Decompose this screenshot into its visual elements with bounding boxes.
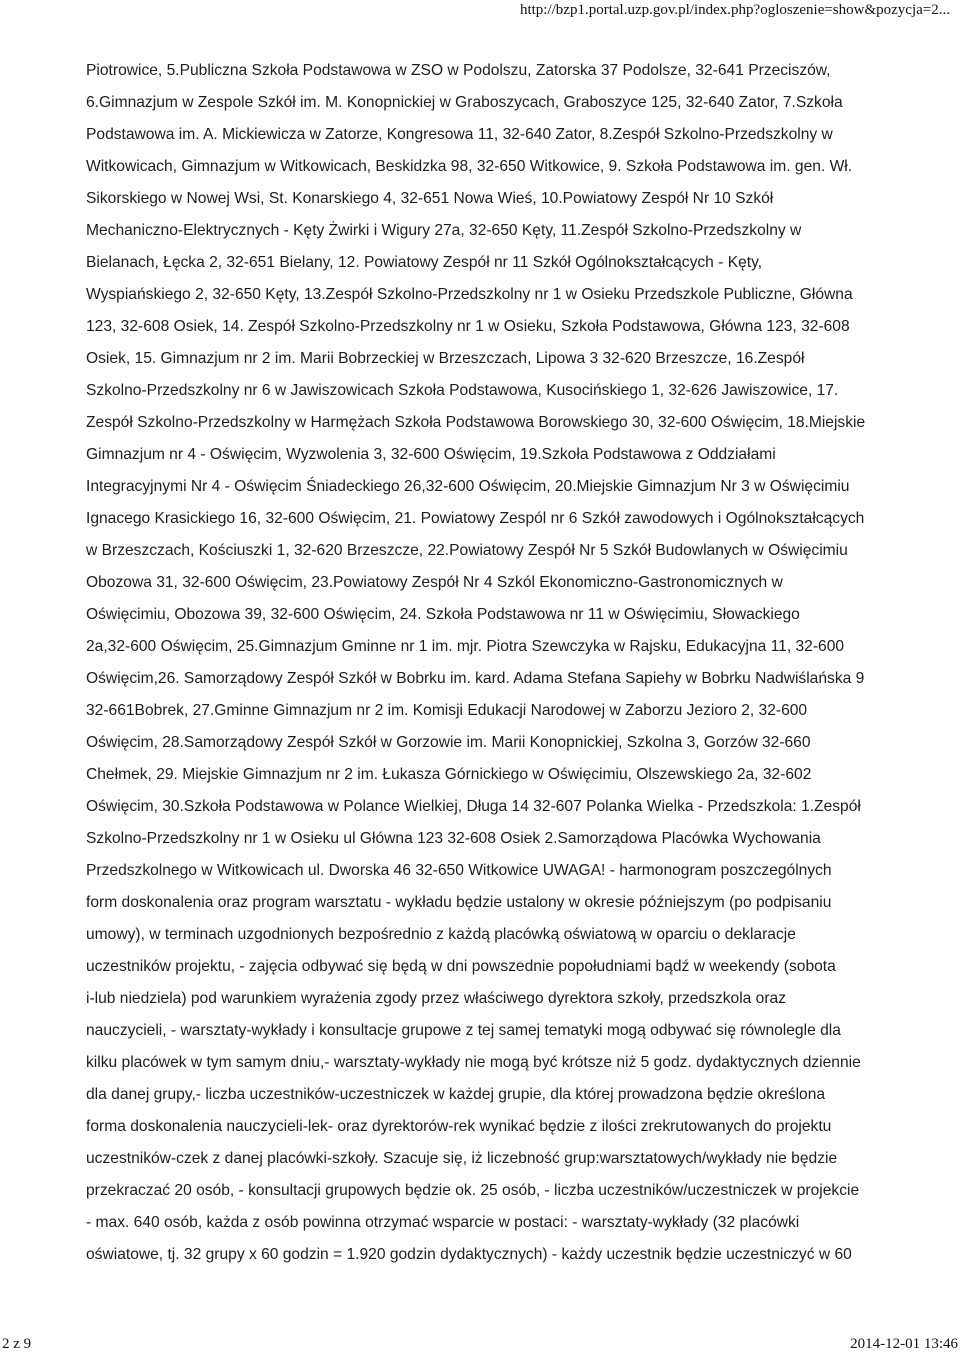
text-line: 123, 32-608 Osiek, 14. Zespół Szkolno-Przedszkolny nr 1 w Osieku, Szkoła Podstawowa, Główna 123, 32-608 (86, 318, 850, 335)
text-line: w Brzeszczach, Kościuszki 1, 32-620 Brzeszcze, 22.Powiatowy Zespół Nr 5 Szkół Budowlanych w Oświęcimiu (86, 542, 848, 559)
text-line: Szkolno-Przedszkolny nr 1 w Osieku ul Główna 123 32-608 Osiek 2.Samorządowa Placówka Wychowania (86, 830, 821, 847)
text-line: Gimnazjum nr 4 - Oświęcim, Wyzwolenia 3, 32-600 Oświęcim, 19.Szkoła Podstawowa z Oddziałami (86, 446, 776, 463)
text-line: kilku placówek w tym samym dniu,- warsztaty-wykłady nie mogą być krótsze niż 5 godz. dydaktycznych dziennie (86, 1054, 861, 1071)
text-line: i-lub niedziela) pod warunkiem wyrażenia zgody przez właściwego dyrektora szkoły, przedszkola oraz (86, 990, 787, 1007)
text-line: nauczycieli, - warsztaty-wykłady i konsultacje grupowe z tej samej tematyki mogą odbywać się równolegle dla (86, 1022, 841, 1039)
text-line: form doskonalenia oraz program warsztatu - wykładu będzie ustalony w okresie późniejszym (po podpisaniu (86, 894, 832, 911)
text-line: Ignacego Krasickiego 16, 32-600 Oświęcim, 21. Powiatowy Zespól nr 6 Szkół zawodowych i Ogólnokształcących (86, 510, 865, 527)
text-line: 2a,32-600 Oświęcim, 25.Gimnazjum Gminne nr 1 im. mjr. Piotra Szewczyka w Rajsku, Edukacyjna 11, 32-600 (86, 638, 845, 655)
text-line: 6.Gimnazjum w Zespole Szkół im. M. Konopnickiej w Graboszycach, Graboszyce 125, 32-640 Zator, 7.Szkoła (86, 94, 843, 111)
text-line: Bielanach, Łęcka 2, 32-651 Bielany, 12. Powiatowy Zespół nr 11 Szkół Ogólnokształcących - Kęty, (86, 254, 763, 271)
text-line: umowy), w terminach uzgodnionych bezpośrednio z każdą placówką oświatową w oparciu o deklaracje (86, 926, 796, 943)
text-line: Podstawowa im. A. Mickiewicza w Zatorze, Kongresowa 11, 32-640 Zator, 8.Zespół Szkolno-Przedszkolny w (86, 126, 833, 143)
text-line: Oświęcimiu, Obozowa 39, 32-600 Oświęcim, 24. Szkoła Podstawowa nr 11 w Oświęcimiu, Słowackiego (86, 606, 800, 623)
page-url-header: http://bzp1.portal.uzp.gov.pl/index.php?ogloszenie=show&pozycja=2... (519, 2, 950, 18)
text-line: uczestników-czek z danej placówki-szkoły. Szacuje się, iż liczebność grup:warsztatowych/wykłady nie będzie (86, 1150, 838, 1167)
text-line: forma doskonalenia nauczycieli-lek- oraz dyrektorów-rek wynikać będzie z ilości zrekrutowanych do projektu (86, 1118, 832, 1135)
text-line: przekraczać 20 osób, - konsultacji grupowych będzie ok. 25 osób, - liczba uczestników/uczestniczek w projekcie (86, 1182, 860, 1199)
text-line: Obozowa 31, 32-600 Oświęcim, 23.Powiatowy Zespół Nr 4 Szkól Ekonomiczno-Gastronomicznych w (86, 574, 783, 591)
text-line: Witkowicach, Gimnazjum w Witkowicach, Beskidzka 98, 32-650 Witkowice, 9. Szkoła Podstawowa im. gen. Wł. (86, 158, 853, 175)
text-line: Zespół Szkolno-Przedszkolny w Harmężach Szkoła Podstawowa Borowskiego 30, 32-600 Oświęcim, 18.Miejskie (86, 414, 866, 431)
document-body (86, 55, 960, 1271)
text-line: Chełmek, 29. Miejskie Gimnazjum nr 2 im. Łukasza Górnickiego w Oświęcimiu, Olszewskiego 2a, 32-602 (86, 766, 812, 783)
print-datetime: 2014-12-01 13:46 (850, 1336, 958, 1352)
text-line: oświatowe, tj. 32 grupy x 60 godzin = 1.920 godzin dydaktycznych) - każdy uczestnik będzie uczestniczyć w 60 (86, 1246, 852, 1263)
text-line: dla danej grupy,- liczba uczestników-uczestniczek w każdej grupie, dla której prowadzona będzie określona (86, 1086, 826, 1103)
text-line: Szkolno-Przedszkolny nr 6 w Jawiszowicach Szkoła Podstawowa, Kusocińskiego 1, 32-626 Jawiszowice, 17. (86, 382, 839, 399)
text-line: Piotrowice, 5.Publiczna Szkoła Podstawowa w ZSO w Podolszu, Zatorska 37 Podolsze, 32-641 Przeciszów, (86, 62, 831, 79)
text-line: Oświęcim, 28.Samorządowy Zespół Szkół w Gorzowie im. Marii Konopnickiej, Szkolna 3, Gorzów 32-660 (86, 734, 811, 751)
text-line: Oświęcim,26. Samorządowy Zespół Szkół w Bobrku im. kard. Adama Stefana Sapiehy w Bobrku Nadwiślańska 9 (86, 670, 865, 687)
text-line: uczestników projektu, - zajęcia odbywać się będą w dni powszednie popołudniami bądź w weekendy (sobota (86, 958, 836, 975)
text-line: Osiek, 15. Gimnazjum nr 2 im. Marii Bobrzeckiej w Brzeszczach, Lipowa 3 32-620 Brzeszcze, 16.Zespół (86, 350, 805, 367)
page-number: 2 z 9 (2, 1336, 32, 1352)
text-line: 32-661Bobrek, 27.Gminne Gimnazjum nr 2 im. Komisji Edukacji Narodowej w Zaborzu Jezioro 2, 32-600 (86, 702, 808, 719)
text-line: - max. 640 osób, każda z osób powinna otrzymać wsparcie w postaci: - warsztaty-wykłady (32 placówki (86, 1214, 800, 1231)
text-line: Przedszkolnego w Witkowicach ul. Dworska 46 32-650 Witkowice UWAGA! - harmonogram poszczególnych (86, 862, 832, 879)
text-line: Mechaniczno-Elektrycznych - Kęty Żwirki i Wigury 27a, 32-650 Kęty, 11.Zespół Szkolno-Przedszkolny w (86, 222, 802, 239)
text-line: Wyspiańskiego 2, 32-650 Kęty, 13.Zespół Szkolno-Przedszkolny nr 1 w Osieku Przedszkole Publiczne, Główna (86, 286, 853, 303)
text-line: Oświęcim, 30.Szkoła Podstawowa w Polance Wielkiej, Długa 14 32-607 Polanka Wielka - Przedszkola: 1.Zespół (86, 798, 861, 815)
text-line: Sikorskiego w Nowej Wsi, St. Konarskiego 4, 32-651 Nowa Wieś, 10.Powiatowy Zespół Nr 10 Szkół (86, 190, 774, 207)
text-line: Integracyjnymi Nr 4 - Oświęcim Śniadeckiego 26,32-600 Oświęcim, 20.Miejskie Gimnazjum Nr 3 w Oświęcimiu (86, 478, 850, 495)
